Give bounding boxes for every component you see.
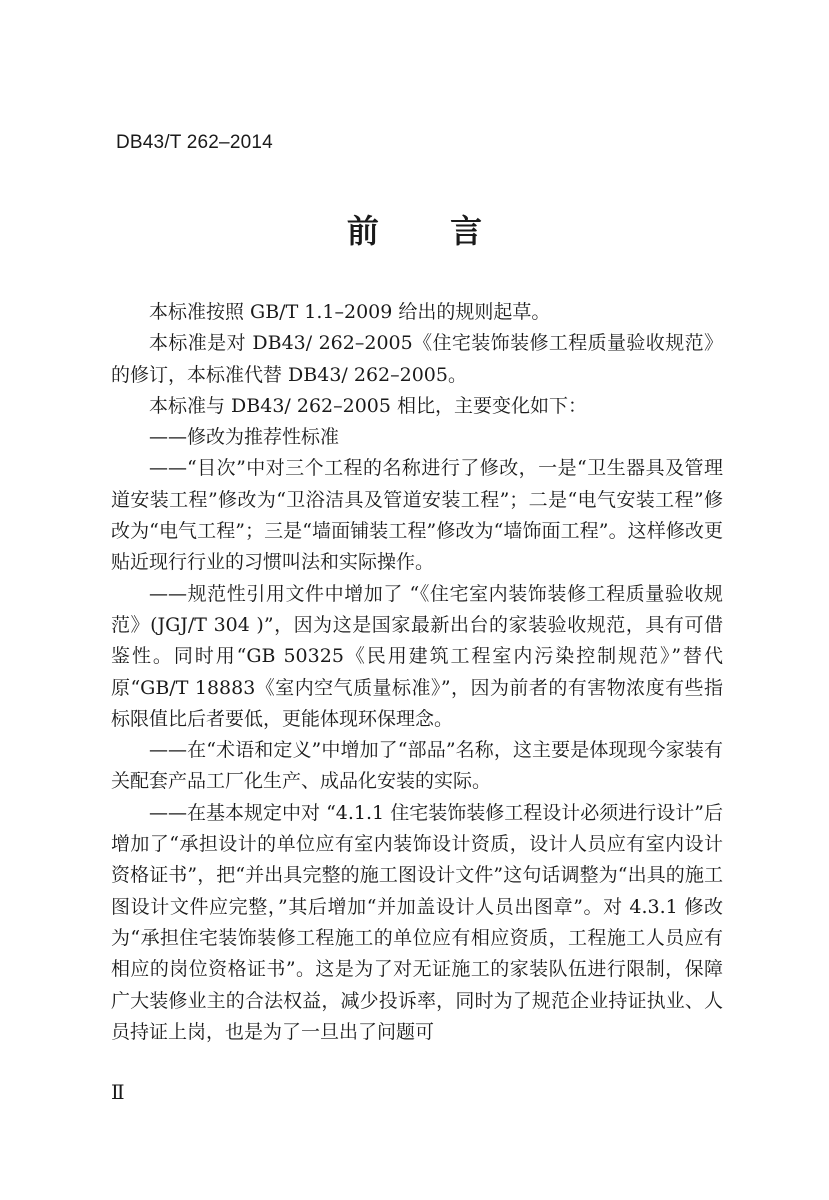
- paragraph: ——在基本规定中对 “4.1.1 住宅装饰装修工程设计必须进行设计”后增加了“承担设计的单位应有室内装饰设计资质，设计人员应有室内设计资格证书”，把“并出具完整的施工图设计文件”这句话调整为“出具的施工图设计文件应完整，”其后增加“并加盖设计人员出图章”。对 4.3.1 修改为“承担住宅装饰装修工程施工的单位应有相应资质，工程施工人员应有相应的岗位资格证书”。这是为了对无证施工的家装队伍进行限制，保障广大装修业主的合法权益，减少投诉率，同时为了规范企业持证执业、人员持证上岗，也是为了一旦出了问题可: [111, 801, 723, 1043]
- page-number: Ⅱ: [111, 1082, 125, 1104]
- paragraph: ——“目次”中对三个工程的名称进行了修改，一是“卫生器具及管理道安装工程”修改为“卫浴洁具及管道安装工程”；二是“电气安装工程”修改为“电气工程”；三是“墙面铺装工程”修改为“墙饰面工程”。这样修改更贴近现行行业的习惯叫法和实际操作。: [111, 457, 723, 574]
- page-title: 前 言: [346, 212, 513, 250]
- document-body: [111, 297, 723, 1048]
- standard-number: DB43/T 262–2014: [116, 132, 273, 153]
- paragraph: ——规范性引用文件中增加了 “《住宅室内装饰装修工程质量验收规范》(JGJ/T 304 )”，因为这是国家最新出台的家装验收规范，具有可借鉴性。同时用“GB 50325《民用建筑工程室内污染控制规范》”替代原“GB/T 18883《室内空气质量标准》”，因为前者的有害物浓度有些指标限值比后者要低，更能体现环保理念。: [111, 582, 723, 730]
- paragraph: ——修改为推荐性标准: [149, 426, 340, 449]
- paragraph: ——在“术语和定义”中增加了“部品”名称，这主要是体现现今家装有关配套产品工厂化生产、成品化安装的实际。: [111, 739, 723, 793]
- paragraph: 本标准与 DB43/ 262–2005 相比，主要变化如下：: [149, 394, 588, 417]
- paragraph: 本标准按照 GB/T 1.1–2009 给出的规则起草。: [149, 301, 551, 323]
- paragraph: 本标准是对 DB43/ 262–2005《住宅装饰装修工程质量验收规范》的修订，本标准代替 DB43/ 262–2005。: [111, 332, 723, 386]
